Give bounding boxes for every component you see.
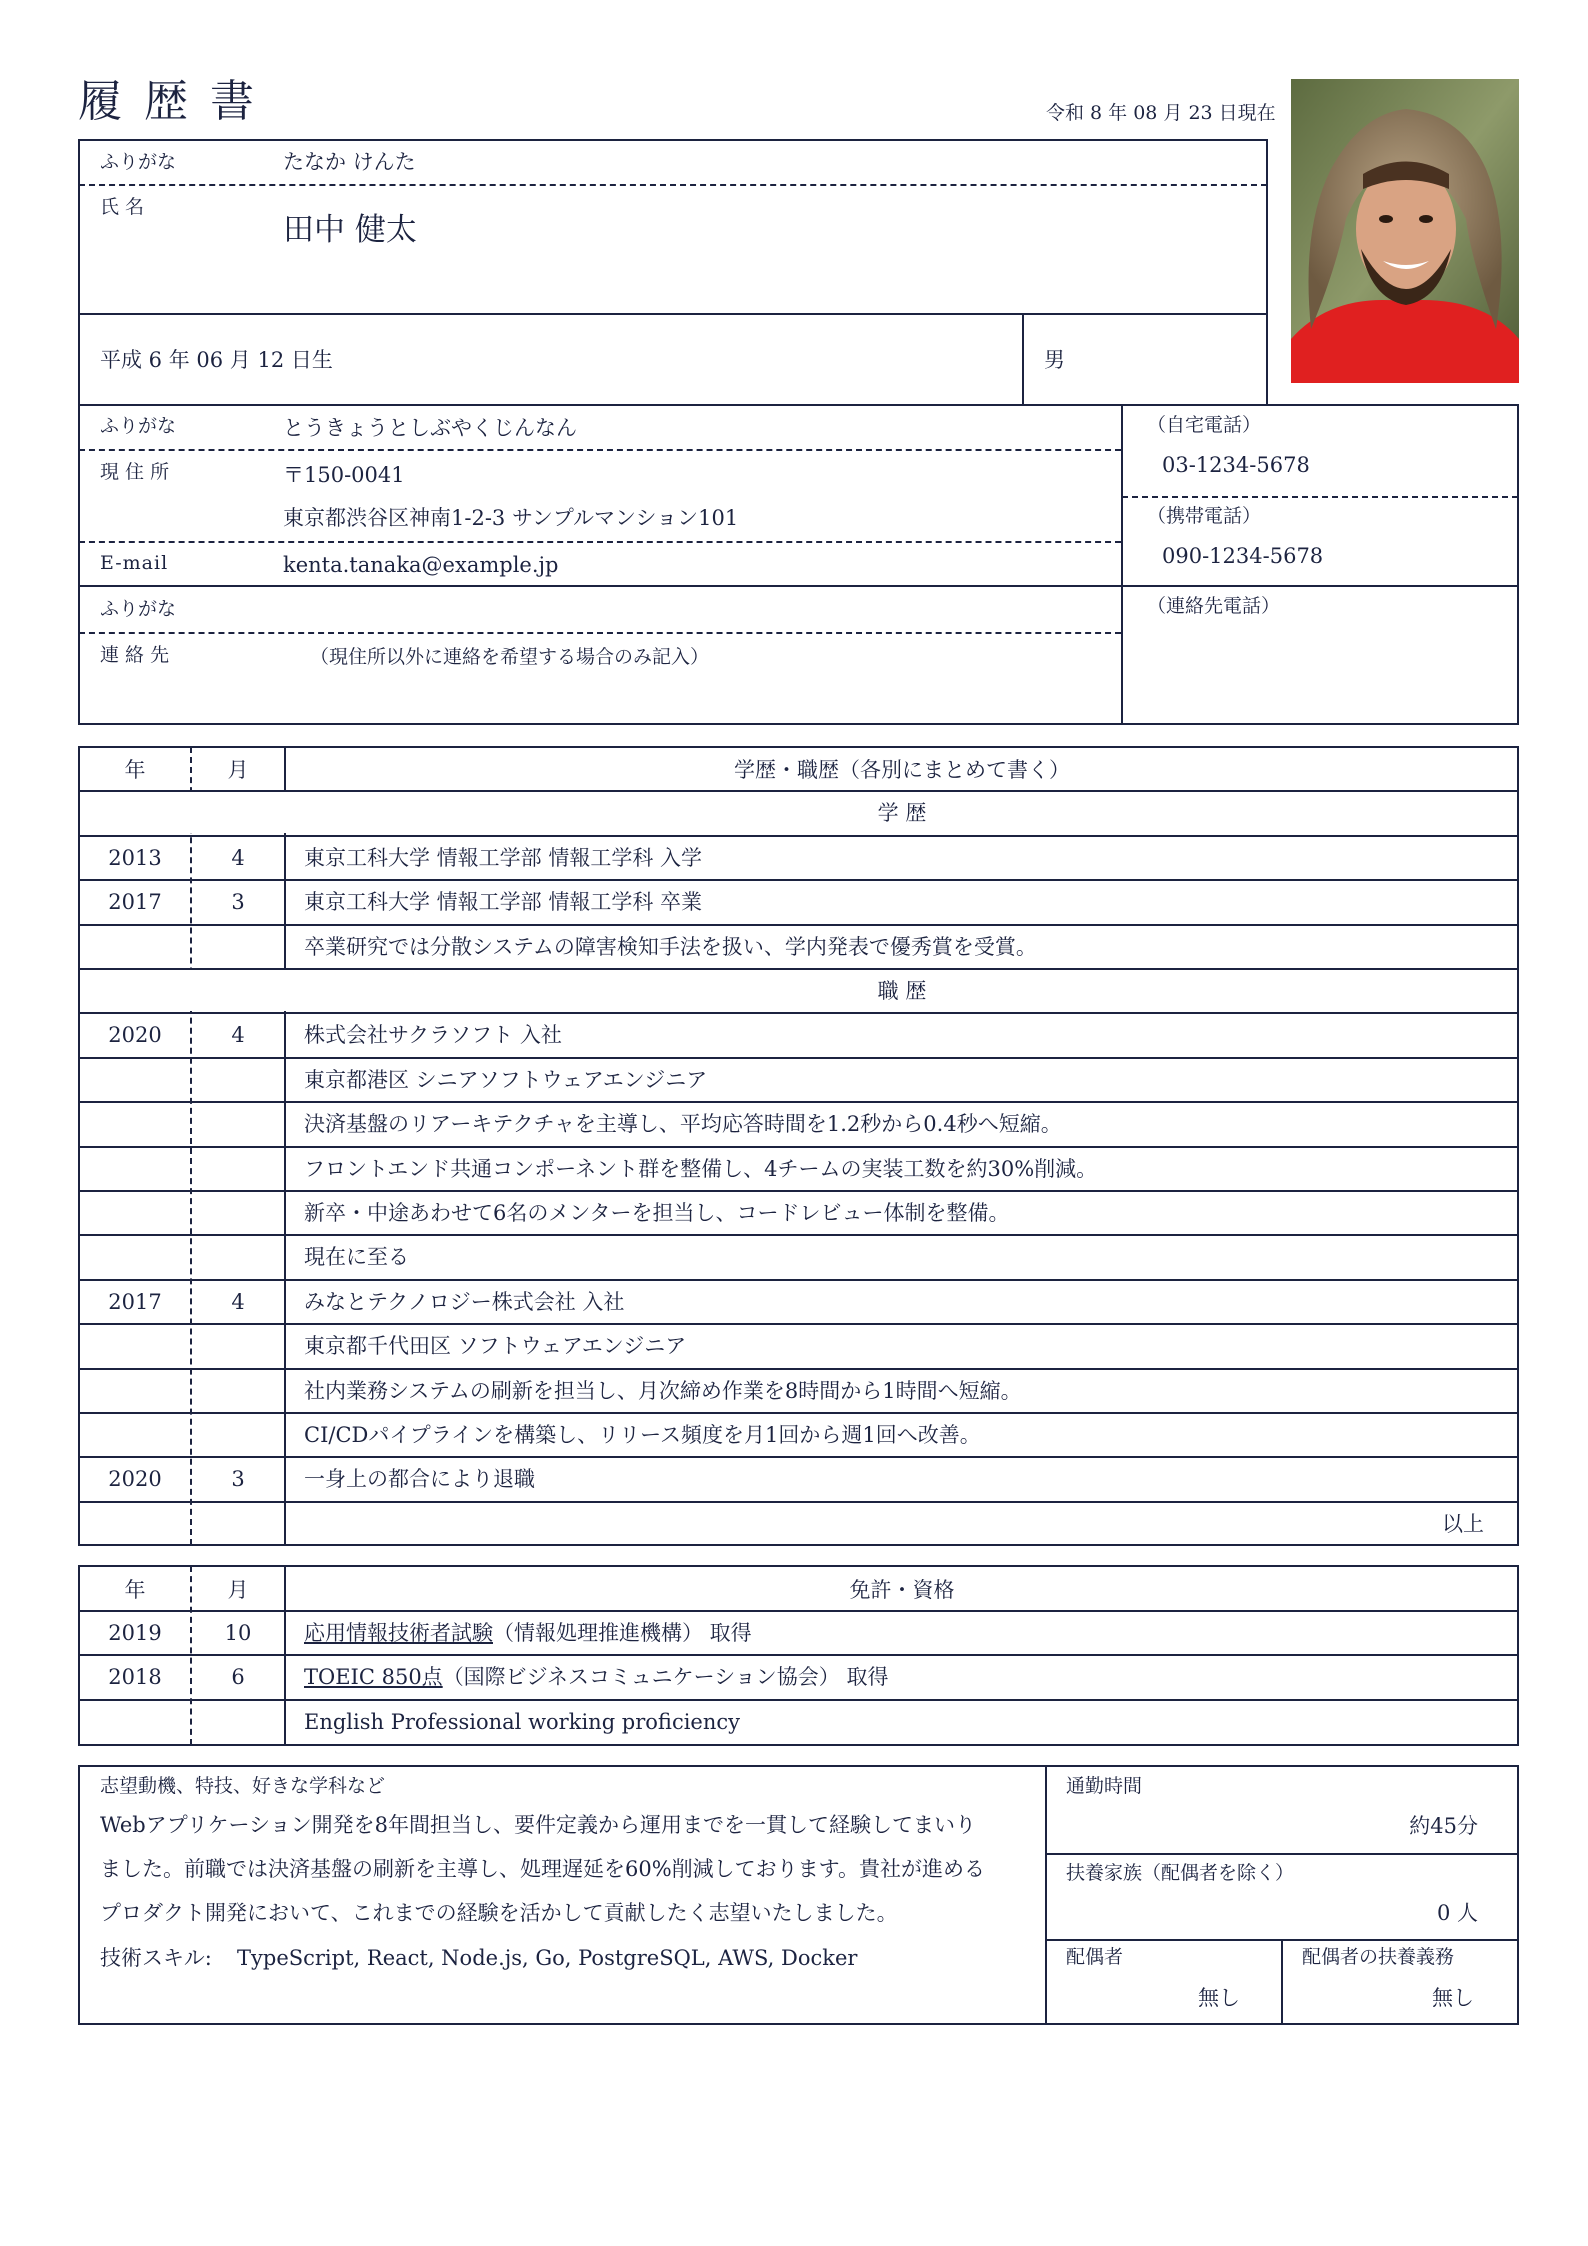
history-text: みなとテクノロジー株式会社 入社 (304, 1290, 625, 1314)
contact-phone-label: （連絡先電話） (1147, 595, 1281, 617)
motivation-line-3: プロダクト開発において、これまでの経験を活かして貢献したく志望いたしました。 (100, 1901, 898, 1925)
history-col-year: 年 (124, 758, 146, 782)
history-text: CI/CDパイプラインを構築し、リリース頻度を月1回から週1回へ改善。 (304, 1423, 981, 1447)
license-col-desc: 免許・資格 (849, 1578, 955, 1602)
history-text: 東京工科大学 情報工学部 情報工学科 入学 (304, 846, 703, 870)
license-detail: English Professional working proficiency (304, 1710, 740, 1734)
history-text: 学 歴 (877, 801, 927, 825)
history-year: 2020 (108, 1023, 162, 1047)
history-month: 4 (231, 1290, 245, 1314)
home-phone: 03-1234-5678 (1162, 453, 1310, 477)
commute-label: 通勤時間 (1066, 1775, 1143, 1797)
history-text: 一身上の都合により退職 (304, 1467, 535, 1491)
dependents-count: 0 人 (1436, 1901, 1478, 1925)
history-year: 2020 (108, 1467, 162, 1491)
license-desc (304, 1667, 888, 1688)
name-furigana: たなか けんた (283, 150, 416, 174)
full-name: 田中 健太 (283, 212, 417, 248)
contact-note: （現住所以外に連絡を希望する場合のみ記入） (310, 646, 710, 668)
home-phone-label: （自宅電話） (1147, 414, 1262, 436)
history-month: 3 (231, 1467, 245, 1491)
spouse-support-label: 配偶者の扶養義務 (1302, 1946, 1455, 1968)
license-desc (304, 1623, 752, 1644)
motivation-label: 志望動機、特技、好きな学科など (100, 1775, 386, 1797)
license-month: 10 (224, 1621, 252, 1645)
history-text: 現在に至る (304, 1245, 409, 1269)
license-desc (304, 1712, 740, 1733)
email-address: kenta.tanaka@example.jp (283, 553, 559, 577)
license-year: 2018 (108, 1665, 162, 1689)
history-year: 2017 (108, 890, 162, 914)
license-name: TOEIC 850点 (304, 1665, 443, 1689)
history-text: 株式会社サクラソフト 入社 (304, 1023, 562, 1047)
spouse-support-value: 無し (1432, 1986, 1474, 2010)
license-name: 応用情報技術者試験 (304, 1621, 493, 1645)
history-month: 4 (231, 846, 245, 870)
mobile-phone: 090-1234-5678 (1162, 544, 1324, 568)
birth-date: 平成 6 年 06 月 12 日生 (100, 348, 333, 372)
motivation-section (78, 1765, 1519, 2025)
page-title: 履 歴 書 (78, 76, 258, 127)
postal-code: 〒150-0041 (283, 463, 405, 487)
gender: 男 (1044, 348, 1065, 372)
history-col-month: 月 (227, 758, 249, 782)
address-label: 現 住 所 (100, 461, 170, 483)
address-furigana: とうきょうとしぶやくじんなん (283, 416, 577, 440)
history-text: 東京工科大学 情報工学部 情報工学科 卒業 (304, 890, 703, 914)
spouse-value: 無し (1198, 1986, 1240, 2010)
history-text: 東京都港区 シニアソフトウェアエンジニア (304, 1068, 708, 1092)
contact-furigana-label: ふりがな (100, 598, 177, 620)
skills-list: TypeScript, React, Node.js, Go, PostgreSQL, AWS, Docker (237, 1946, 858, 1970)
history-month: 4 (231, 1023, 245, 1047)
license-col-month: 月 (227, 1578, 249, 1602)
history-text: フロントエンド共通コンポーネント群を整備し、4チームの実装工数を約30%削減。 (304, 1157, 1098, 1181)
motivation-line-1: Webアプリケーション開発を8年間担当し、要件定義から運用までを一貫して経験してまいり (100, 1813, 976, 1837)
history-text: 職 歴 (877, 979, 927, 1003)
history-text: 新卒・中途あわせて6名のメンターを担当し、コードレビュー体制を整備。 (304, 1201, 1010, 1225)
history-text: 社内業務システムの刷新を担当し、月次締め作業を8時間から1時間へ短縮。 (304, 1379, 1022, 1403)
dependents-label: 扶養家族（配偶者を除く） (1066, 1862, 1295, 1884)
license-year: 2019 (108, 1621, 162, 1645)
address-furigana-label: ふりがな (100, 415, 177, 437)
license-col-year: 年 (124, 1578, 146, 1602)
name-label: 氏 名 (100, 196, 145, 218)
license-month: 6 (231, 1665, 245, 1689)
history-year: 2017 (108, 1290, 162, 1314)
issue-date: 令和 8 年 08 月 23 日現在 (1046, 102, 1276, 124)
email-label: E-mail (100, 552, 169, 574)
license-detail: （情報処理推進機構） 取得 (493, 1621, 752, 1645)
address-line: 東京都渋谷区神南1-2-3 サンプルマンション101 (283, 506, 739, 530)
contact-label: 連 絡 先 (100, 644, 170, 666)
history-text: 東京都千代田区 ソフトウェアエンジニア (304, 1334, 687, 1358)
history-text: 卒業研究では分散システムの障害検知手法を扱い、学内発表で優秀賞を受賞。 (304, 935, 1037, 959)
history-month: 3 (231, 890, 245, 914)
mobile-phone-label: （携帯電話） (1147, 505, 1262, 527)
motivation-line-2: ました。前職では決済基盤の刷新を主導し、処理遅延を60%削減しております。貴社が進める (100, 1857, 985, 1881)
license-detail: （国際ビジネスコミュニケーション協会） 取得 (442, 1665, 889, 1689)
history-text: 以上 (1442, 1512, 1484, 1536)
history-text: 決済基盤のリアーキテクチャを主導し、平均応答時間を1.2秒から0.4秒へ短縮。 (304, 1112, 1062, 1136)
portrait-photo (1291, 79, 1519, 383)
history-col-desc: 学歴・職歴（各別にまとめて書く） (734, 758, 1070, 782)
furigana-label: ふりがな (100, 151, 177, 173)
history-year: 2013 (108, 846, 162, 870)
commute-time: 約45分 (1409, 1814, 1478, 1838)
skills-label: 技術スキル: (100, 1946, 212, 1970)
spouse-label: 配偶者 (1066, 1946, 1124, 1968)
